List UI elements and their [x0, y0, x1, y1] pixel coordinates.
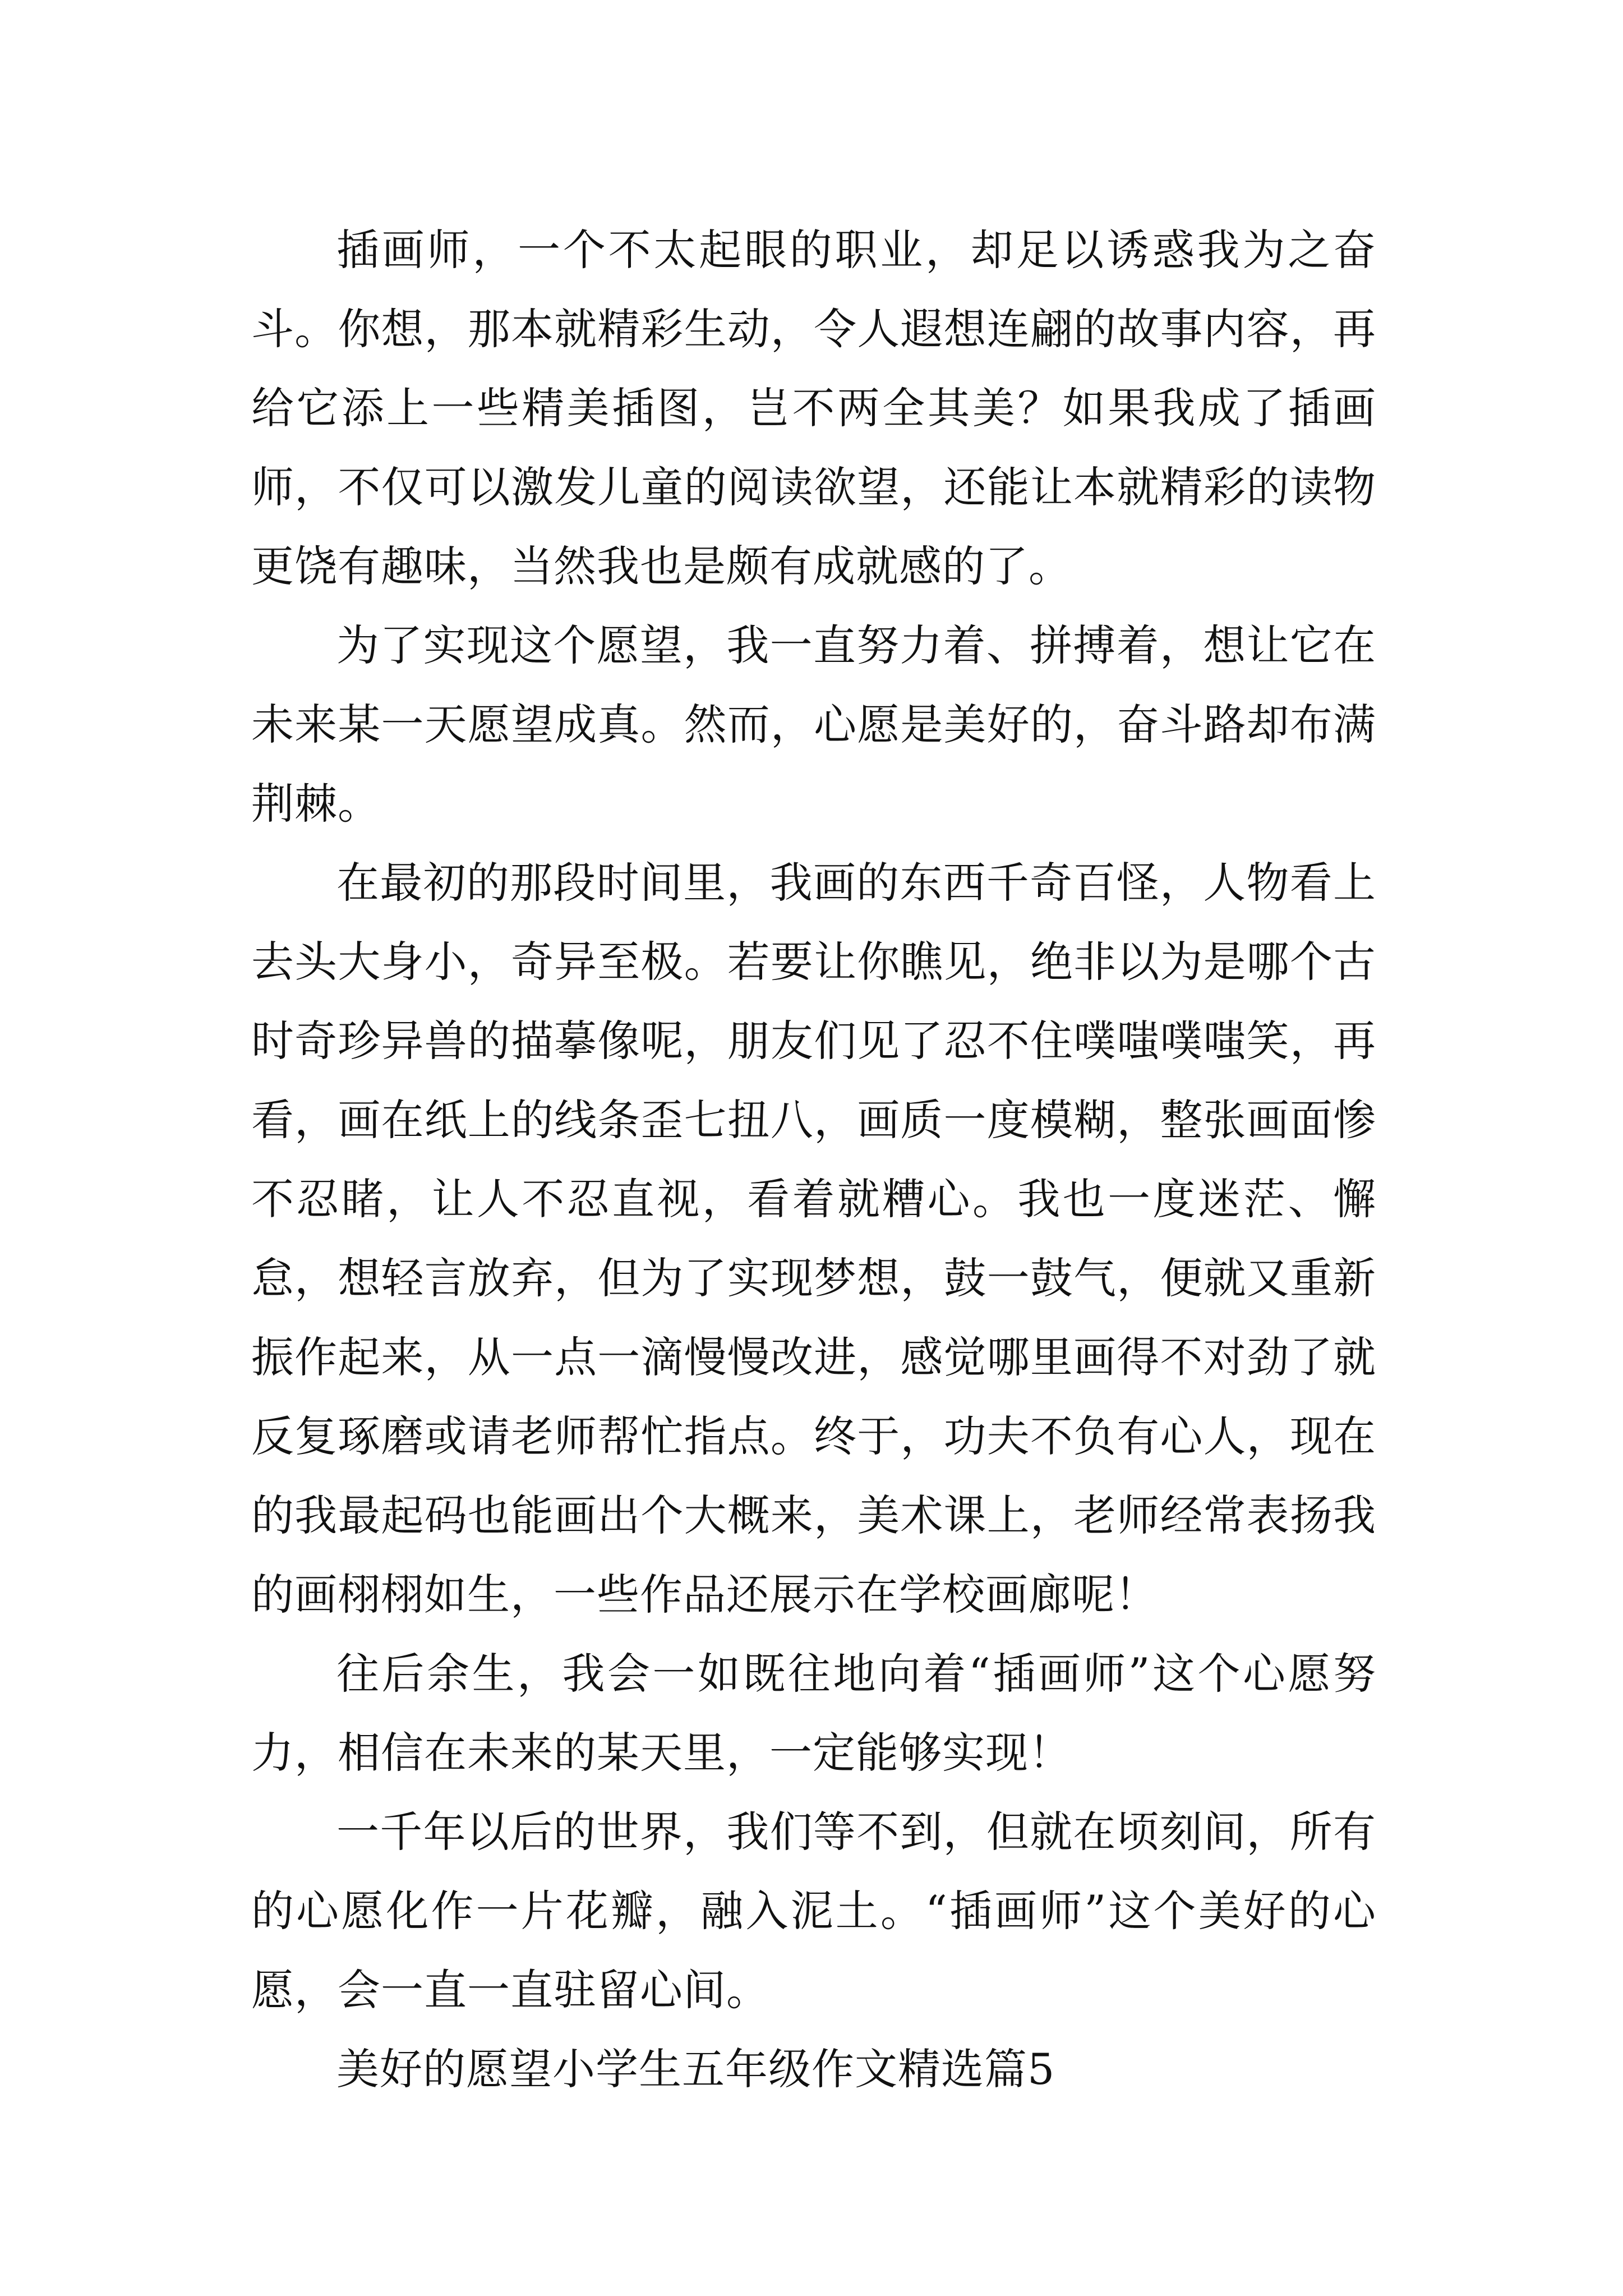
section-heading: 美好的愿望小学生五年级作文精选篇5	[336, 2044, 1055, 2094]
paragraph-1: 插画师，一个不太起眼的职业，却足以诱惑我为之奋斗。你想，那本就精彩生动，令人遐想连翩的故事内容，再给它添上一些精美插图，岂不两全其美？如果我成了插画师，不仅可以激发儿童的阅读欲望，还能让本就精彩的读物更饶有趣味，当然我也是颇有成就感的了。	[251, 225, 1376, 591]
paragraph-5: 一千年以后的世界，我们等不到，但就在顷刻间，所有的心愿化作一片花瓣，融入泥土。“插画师”这个美好的心愿，会一直一直驻留心间。	[251, 1807, 1376, 2015]
paragraph-3: 在最初的那段时间里，我画的东西千奇百怪，人物看上去头大身小，奇异至极。若要让你瞧见，绝非以为是哪个古时奇珍异兽的描摹像呢，朋友们见了忍不住噗嗤噗嗤笑，再看，画在纸上的线条歪七扭八，画质一度模糊，整张画面惨不忍睹，让人不忍直视，看着就糟心。我也一度迷茫、懈怠，想轻言放弃，但为了实现梦想，鼓一鼓气，便就又重新振作起来，从一点一滴慢慢改进，感觉哪里画得不对劲了就反复琢磨或请老师帮忙指点。终于，功夫不负有心人，现在的我最起码也能画出个大概来，美术课上，老师经常表扬我的画栩栩如生，一些作品还展示在学校画廊呢！	[251, 858, 1376, 1619]
paragraph-2: 为了实现这个愿望，我一直努力着、拼搏着，想让它在未来某一天愿望成真。然而，心愿是美好的，奋斗路却布满荆棘。	[251, 620, 1376, 829]
paragraph-4: 往后余生，我会一如既往地向着“插画师”这个心愿努力，相信在未来的某天里，一定能够实现！	[251, 1649, 1376, 1778]
document-body	[251, 210, 1376, 2109]
